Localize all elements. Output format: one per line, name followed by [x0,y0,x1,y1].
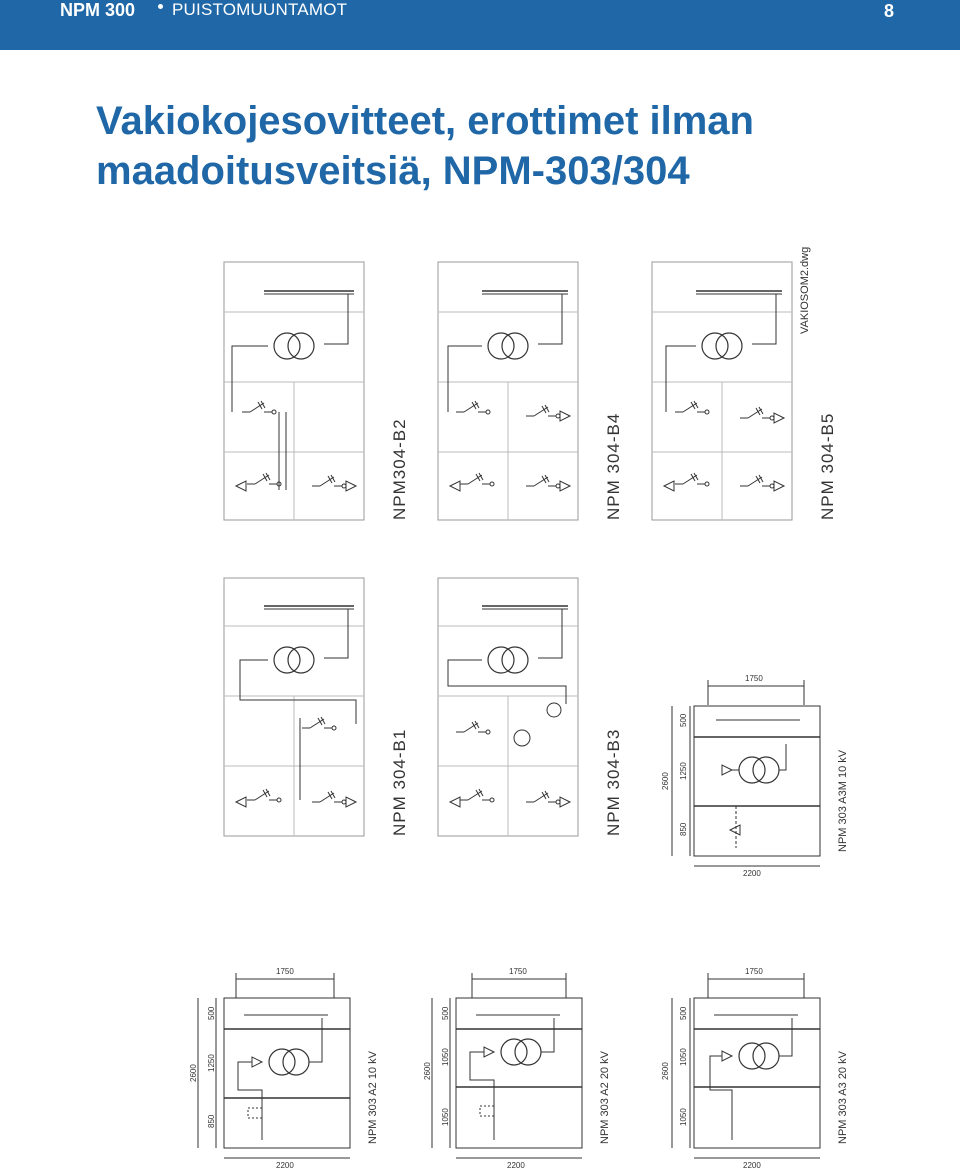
dim-height-total-a3-20: 2600 [661,1062,670,1080]
dim-a2-20-500: 500 [441,1006,450,1020]
dim-a2-20-1050b: 1050 [441,1108,450,1126]
dim-width-top: 1750 [745,674,763,683]
section-label: PUISTOMUUNTAMOT [172,0,348,19]
dim-height-total-a2-10: 2600 [189,1064,198,1082]
label-npm303-a3m-10kv: NPM 303 A3M 10 kV [837,749,849,852]
dim-a3-20-500: 500 [679,1006,688,1020]
dim-width-top: 1750 [745,967,763,976]
dim-a2-10-850: 850 [207,1114,216,1128]
dim-a3-20-1050b: 1050 [679,1108,688,1126]
label-npm304-b2: NPM304-B2 [390,418,409,520]
drawing-npm303-a3-20kv [661,967,849,1170]
dim-height-total-a3m: 2600 [661,772,670,790]
dim-width-top: 1750 [276,967,294,976]
drawing-npm303-a2-20kv [423,967,611,1170]
dim-width-bottom-a3m: 2200 [743,869,761,878]
dim-a2-20-1050a: 1050 [441,1048,450,1066]
brand-label: NPM 300 [60,0,136,20]
panel-npm304-b2 [224,262,364,520]
page-number: 8 [884,1,895,21]
label-npm304-b1: NPM 304-B1 [390,728,409,836]
dim-a3m-500: 500 [679,713,688,727]
dim-a3-20-1050a: 1050 [679,1048,688,1066]
page-title-line-2: maadoitusveitsiä, NPM-303/304 [96,149,690,193]
label-npm303-a2-10kv: NPM 303 A2 10 kV [367,1051,379,1144]
dim-a3m-850: 850 [679,822,688,836]
label-npm303-a2-20kv: NPM 303 A2 20 kV [599,1051,611,1144]
dim-width-bottom-a3-20: 2200 [743,1161,761,1170]
panel-npm304-b4 [438,262,578,520]
label-npm303-a3-20kv: NPM 303 A3 20 kV [837,1051,849,1144]
dim-a3m-1250: 1250 [679,762,688,780]
dim-a2-10-500: 500 [207,1006,216,1020]
file-label: VAKIOSOM2.dwg [799,246,811,334]
label-npm304-b4: NPM 304-B4 [604,412,623,520]
panel-npm304-b1 [224,578,364,836]
panel-npm304-b3 [438,578,578,836]
dim-height-total-a2-20: 2600 [423,1062,432,1080]
dim-a2-10-1250: 1250 [207,1054,216,1072]
panel-npm304-b5 [652,262,792,520]
label-npm304-b5: NPM 304-B5 [818,412,837,520]
page-title-line-1: Vakiokojesovitteet, erottimet ilman [96,99,754,143]
dim-width-top: 1750 [509,967,527,976]
dim-width-bottom-a2-20: 2200 [507,1161,525,1170]
drawing-npm303-a3m-10kv [661,674,849,878]
drawing-npm303-a2-10kv [189,967,379,1170]
dim-width-bottom-a2-10: 2200 [276,1161,294,1170]
label-npm304-b3: NPM 304-B3 [604,728,623,836]
